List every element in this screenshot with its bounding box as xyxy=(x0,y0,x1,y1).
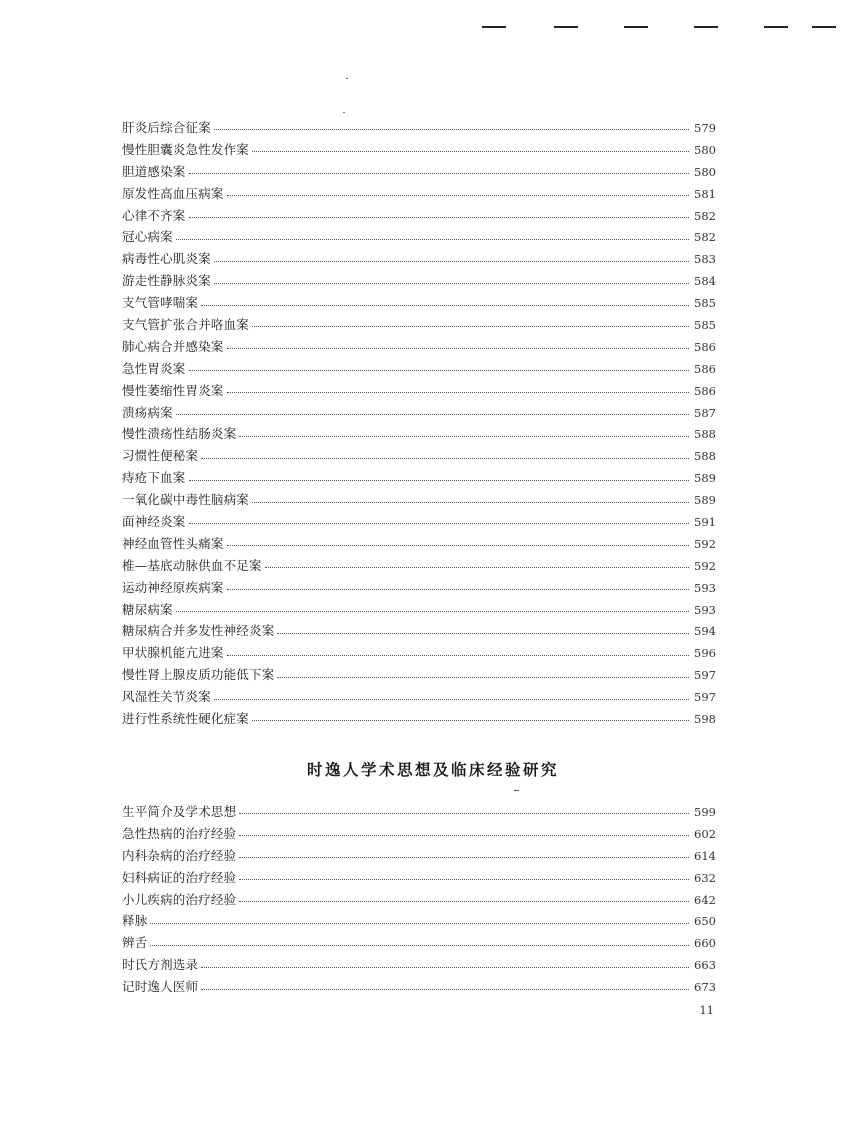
toc-entry[interactable] xyxy=(122,423,716,445)
toc-entry[interactable] xyxy=(122,577,716,599)
edge-mark xyxy=(812,26,836,28)
toc-entry-page: 602 xyxy=(694,826,716,841)
toc-entry-title: 急性胃炎案 xyxy=(122,360,186,376)
toc-entry[interactable] xyxy=(122,205,716,227)
dot-leader xyxy=(176,611,689,612)
dot-leader xyxy=(150,923,689,924)
toc-entry-page: 614 xyxy=(694,848,716,863)
toc-entry-page: 580 xyxy=(694,142,716,157)
dot-leader xyxy=(214,699,689,700)
toc-entry[interactable] xyxy=(122,358,716,380)
toc-entry[interactable] xyxy=(122,139,716,161)
dot-leader xyxy=(252,326,689,327)
dot-leader xyxy=(252,720,689,721)
dot-leader xyxy=(252,151,689,152)
dot-leader xyxy=(189,217,689,218)
toc-entry-title: 痔疮下血案 xyxy=(122,470,186,486)
toc-entry-title: 辨舌 xyxy=(122,935,148,951)
toc-entry-page: 587 xyxy=(694,405,716,420)
toc-entry[interactable] xyxy=(122,708,716,730)
toc-entry-title: 面神经炎案 xyxy=(122,514,186,530)
toc-entry-page: 582 xyxy=(694,230,716,245)
toc-entry-page: 588 xyxy=(694,449,716,464)
toc-entry-title: 生平简介及学术思想 xyxy=(122,804,237,819)
toc-entry-title: 小儿疾病的治疗经验 xyxy=(122,891,237,907)
dot-leader xyxy=(227,589,689,590)
toc-entry-title: 习惯性便秘案 xyxy=(122,448,199,464)
toc-entry[interactable] xyxy=(122,599,716,621)
dot-leader xyxy=(189,523,689,524)
toc-entry-title: 椎—基底动脉供血不足案 xyxy=(122,557,262,573)
toc-entry[interactable] xyxy=(122,117,716,139)
toc-entry-page: 584 xyxy=(694,274,716,289)
toc-entry[interactable] xyxy=(122,183,716,205)
toc-entry[interactable] xyxy=(122,664,716,686)
toc-entry-page: 579 xyxy=(694,121,716,135)
toc-entry[interactable] xyxy=(122,867,716,889)
edge-mark xyxy=(624,26,648,28)
toc-entry-page: 592 xyxy=(694,558,716,573)
toc-entry-title: 运动神经原疾病案 xyxy=(122,579,224,595)
toc-entry-page: 597 xyxy=(694,690,716,705)
toc-entry-page: 599 xyxy=(694,805,716,819)
dot-leader xyxy=(239,835,689,836)
toc-entry-title: 记时逸人医师 xyxy=(122,979,199,995)
toc-entry-title: 时氏方剂选录 xyxy=(122,957,199,973)
toc-entry[interactable] xyxy=(122,314,716,336)
toc-entry-page: 589 xyxy=(694,471,716,486)
toc-entry-page: 586 xyxy=(694,339,716,354)
dot-leader xyxy=(227,545,689,546)
dot-leader xyxy=(277,677,689,678)
edge-mark xyxy=(482,26,506,28)
dot-leader xyxy=(189,173,689,174)
toc-entry-title: 肝炎后综合征案 xyxy=(122,120,211,135)
toc-list-academic-study xyxy=(122,801,716,998)
toc-entry-page: 581 xyxy=(694,186,716,201)
toc-entry-page: 632 xyxy=(694,870,716,885)
toc-entry-page: 585 xyxy=(694,318,716,333)
toc-entry-title: 慢性萎缩性胃炎案 xyxy=(122,382,224,398)
toc-entry-title: 病毒性心肌炎案 xyxy=(122,251,211,267)
dot-leader xyxy=(214,129,689,130)
dot-leader xyxy=(239,901,689,902)
scan-speck xyxy=(514,790,519,791)
toc-entry-page: 585 xyxy=(694,296,716,311)
toc-entry[interactable] xyxy=(122,686,716,708)
dot-leader xyxy=(239,879,689,880)
toc-entry[interactable] xyxy=(122,336,716,358)
toc-entry[interactable] xyxy=(122,380,716,402)
toc-entry-title: 慢性溃疡性结肠炎案 xyxy=(122,426,237,442)
toc-entry[interactable] xyxy=(122,555,716,577)
section-heading: 时逸人学术思想及临床经验研究 xyxy=(306,760,559,779)
toc-entry-page: 650 xyxy=(694,914,716,929)
dot-leader xyxy=(227,655,689,656)
dot-leader xyxy=(239,813,689,814)
dot-leader xyxy=(201,305,689,306)
toc-entry-page: 589 xyxy=(694,493,716,508)
dot-leader xyxy=(150,945,689,946)
toc-entry-page: 586 xyxy=(694,383,716,398)
toc-list-case-records xyxy=(122,117,716,730)
toc-entry-title: 慢性胆囊炎急性发作案 xyxy=(122,141,250,157)
toc-entry-title: 释脉 xyxy=(122,913,148,929)
toc-entry-title: 溃疡病案 xyxy=(122,404,173,420)
toc-entry[interactable] xyxy=(122,402,716,424)
scan-speck xyxy=(343,112,345,113)
toc-entry[interactable] xyxy=(122,511,716,533)
toc-entry-title: 原发性高血压病案 xyxy=(122,185,224,201)
toc-entry[interactable] xyxy=(122,226,716,248)
toc-entry[interactable] xyxy=(122,533,716,555)
toc-entry-title: 胆道感染案 xyxy=(122,163,186,179)
toc-entry[interactable] xyxy=(122,801,716,823)
toc-entry[interactable] xyxy=(122,889,716,911)
toc-entry-page: 660 xyxy=(694,936,716,951)
toc-entry[interactable] xyxy=(122,467,716,489)
toc-entry-page: 642 xyxy=(694,892,716,907)
toc-entry[interactable] xyxy=(122,489,716,511)
page-number: 11 xyxy=(699,1003,714,1017)
toc-entry-page: 593 xyxy=(694,580,716,595)
toc-entry[interactable] xyxy=(122,954,716,976)
toc-entry-page: 583 xyxy=(694,252,716,267)
toc-entry[interactable] xyxy=(122,292,716,314)
edge-mark xyxy=(694,26,718,28)
toc-entry[interactable] xyxy=(122,248,716,270)
dot-leader xyxy=(201,967,689,968)
toc-entry-title: 糖尿病案 xyxy=(122,601,173,617)
toc-entry-title: 心律不齐案 xyxy=(122,207,186,223)
toc-entry-title: 游走性静脉炎案 xyxy=(122,273,211,289)
toc-entry[interactable] xyxy=(122,445,716,467)
toc-entry-title: 内科杂病的治疗经验 xyxy=(122,847,237,863)
toc-entry[interactable] xyxy=(122,642,716,664)
dot-leader xyxy=(227,392,689,393)
dot-leader xyxy=(189,370,689,371)
toc-entry-page: 673 xyxy=(694,980,716,995)
dot-leader xyxy=(239,436,689,437)
toc-entry-title: 肺心病合并感染案 xyxy=(122,338,224,354)
toc-entry-title: 冠心病案 xyxy=(122,229,173,245)
dot-leader xyxy=(214,261,689,262)
toc-entry[interactable] xyxy=(122,845,716,867)
dot-leader xyxy=(227,195,689,196)
toc-entry-title: 急性热病的治疗经验 xyxy=(122,825,237,841)
dot-leader xyxy=(252,502,689,503)
dot-leader xyxy=(176,239,689,240)
toc-entry-page: 597 xyxy=(694,668,716,683)
dot-leader xyxy=(227,348,689,349)
toc-entry-page: 663 xyxy=(694,958,716,973)
toc-entry-page: 593 xyxy=(694,602,716,617)
toc-entry-page: 592 xyxy=(694,536,716,551)
toc-entry[interactable] xyxy=(122,620,716,642)
toc-entry-title: 糖尿病合并多发性神经炎案 xyxy=(122,623,275,639)
toc-entry-page: 591 xyxy=(694,515,716,530)
toc-entry-title: 支气管扩张合并咯血案 xyxy=(122,317,250,333)
toc-entry[interactable] xyxy=(122,932,716,954)
toc-entry-title: 风湿性关节炎案 xyxy=(122,689,211,705)
toc-entry-title: 支气管哮喘案 xyxy=(122,295,199,311)
dot-leader xyxy=(201,458,689,459)
toc-entry-page: 596 xyxy=(694,646,716,661)
top-edge-marks xyxy=(480,18,860,34)
toc-entry-page: 586 xyxy=(694,361,716,376)
toc-entry-title: 妇科病证的治疗经验 xyxy=(122,869,237,885)
dot-leader xyxy=(176,414,689,415)
toc-entry-title: 神经血管性头痛案 xyxy=(122,535,224,551)
toc-entry[interactable] xyxy=(122,976,716,998)
toc-entry-title: 甲状腺机能亢进案 xyxy=(122,645,224,661)
dot-leader xyxy=(265,567,689,568)
toc-entry[interactable] xyxy=(122,161,716,183)
dot-leader xyxy=(277,633,689,634)
toc-entry-page: 582 xyxy=(694,208,716,223)
dot-leader xyxy=(189,480,689,481)
dot-leader xyxy=(201,989,689,990)
toc-entry-title: 慢性肾上腺皮质功能低下案 xyxy=(122,667,275,683)
toc-entry[interactable] xyxy=(122,270,716,292)
toc-entry[interactable] xyxy=(122,823,716,845)
dot-leader xyxy=(239,857,689,858)
toc-entry-page: 594 xyxy=(694,624,716,639)
edge-mark xyxy=(764,26,788,28)
toc-entry[interactable] xyxy=(122,910,716,932)
toc-entry-title: 进行性系统性硬化症案 xyxy=(122,711,250,727)
edge-mark xyxy=(554,26,578,28)
toc-entry-page: 598 xyxy=(694,712,716,727)
toc-entry-page: 580 xyxy=(694,164,716,179)
scan-speck xyxy=(346,78,348,79)
toc-entry-title: 一氧化碳中毒性脑病案 xyxy=(122,492,250,508)
toc-entry-page: 588 xyxy=(694,427,716,442)
dot-leader xyxy=(214,283,689,284)
